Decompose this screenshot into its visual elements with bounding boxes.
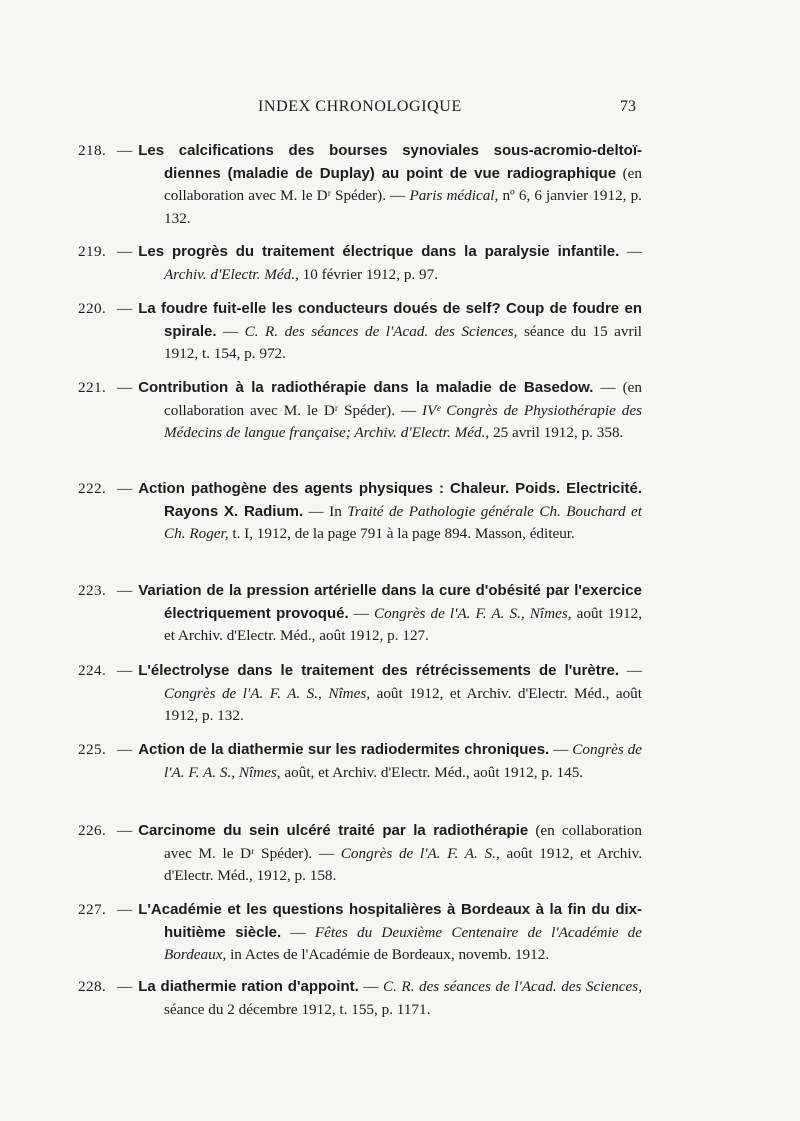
entry-reference-italic: Paris médical, — [409, 187, 499, 204]
entry-title: Les progrès du traitement électrique dans la paralysie infantile. — [138, 243, 620, 260]
entry-dash: — — [117, 662, 133, 679]
entry-dash: — — [117, 582, 133, 599]
entry-reference-b: 25 avril 1912, p. 358. — [492, 424, 624, 441]
entry-reference-italic: Congrès de l'A. F. A. S., — [340, 844, 500, 862]
entry-reference-b: séance du 15 avril 1912, t. 154, p. 972. — [164, 322, 643, 362]
page-number: 73 — [620, 98, 636, 115]
entry-reference-a: — — [553, 741, 569, 758]
entry-number: 220. — [78, 300, 107, 317]
entry-body — [117, 580, 642, 648]
entry-reference-b: août 1912, et Archiv. d'Electr. Méd., août 1912, p. 132. — [164, 684, 642, 724]
entry-number: 228. — [78, 978, 107, 995]
entry-number: 222. — [78, 480, 107, 497]
entry-body — [117, 298, 642, 366]
entry-reference-b: août, et Archiv. d'Electr. Méd., août 1912, p. 145. — [284, 763, 584, 781]
entry-dash: — — [117, 243, 133, 260]
entry-reference-a: — — [223, 322, 239, 340]
entry-title: Contribution à la radiothérapie dans la maladie de Basedow. — [138, 379, 594, 396]
entry-dash: — — [117, 480, 133, 497]
entry-reference-b: in Actes de l'Académie de Bordeaux, novemb. 1912. — [230, 946, 550, 963]
entry-dash: — — [117, 379, 133, 396]
entry-reference-a: (en collaboration avec M. le Dʳ Spéder). — — [164, 822, 642, 862]
entry-reference-a: — — [363, 978, 379, 995]
entry-reference-b: 10 février 1912, p. 97. — [302, 265, 439, 283]
entry-body — [117, 820, 642, 888]
entry-reference-a: — (en collaboration avec M. le Dʳ Spéder). — — [164, 379, 642, 419]
entry-body — [117, 976, 642, 1021]
entry-reference-b: août 1912, et Archiv. d'Electr. Méd., 1912, p. 158. — [164, 844, 642, 884]
entry-reference-b: t. I, 1912, de la page 791 à la page 894. Masson, éditeur. — [232, 525, 575, 542]
entry-body — [117, 241, 642, 286]
entry-dash: — — [117, 978, 133, 995]
entry-reference-b: séance du 2 décembre 1912, t. 155, p. 1171. — [164, 1000, 431, 1018]
entry-title: Carcinome du sein ulcéré traité par la radiothérapie — [138, 822, 529, 839]
entry-number: 221. — [78, 379, 107, 396]
entry-title: Action pathogène des agents physiques : Chaleur. Poids. Electricité. Rayons X. Radium. — [138, 480, 642, 520]
entry-reference-italic: IVᵉ Congrès de Physiothérapie des Médecins de langue française; Archiv. d'Electr. Méd., — [164, 401, 642, 441]
entry-title: Action de la diathermie sur les radiodermites chroniques. — [138, 741, 550, 758]
entry-body — [117, 660, 642, 728]
entry-dash: — — [117, 142, 133, 159]
entry-title: L'électrolyse dans le traitement des rétrécissements de l'urètre. — [138, 662, 620, 679]
entry-body — [117, 739, 642, 784]
entry-reference-b: août 1912, et Archiv. d'Electr. Méd., août 1912, p. 127. — [164, 604, 642, 644]
entry-number: 225. — [78, 741, 107, 758]
entry-title: La foudre fuit-elle les conducteurs doués de self? Coup de foudre en spirale. — [138, 300, 642, 340]
entry-body — [117, 140, 642, 230]
entry-title: La diathermie ration d'appoint. — [138, 978, 359, 995]
entry-reference-italic: Congrès de l'A. F. A. S., Nîmes, — [164, 741, 643, 781]
entry-reference-a: — — [626, 662, 643, 679]
entry-title: Variation de la pression artérielle dans la cure d'obésité par l'exercice électriquement provoqué. — [138, 582, 642, 622]
entry-number: 224. — [78, 662, 107, 679]
entry-body — [117, 899, 642, 967]
entry-title: Les calcifications des bourses synoviales sous-acromio-deltoï-diennes (maladie de Duplay) au point de vue radiographique — [138, 142, 642, 182]
entry-reference-italic: Traité de Pathologie générale Ch. Bouchard et Ch. Roger, — [164, 502, 642, 542]
entry-dash: — — [117, 822, 133, 839]
entry-reference-a: — — [626, 243, 642, 260]
entry-reference-italic: Archiv. d'Electr. Méd., — [164, 265, 299, 283]
entry-dash: — — [117, 300, 133, 317]
entry-body — [117, 478, 642, 546]
entry-reference-a: (en collaboration avec M. le Dʳ Spéder). — — [164, 164, 642, 204]
entry-reference-italic: Congrès de l'A. F. A. S., Nîmes, — [164, 684, 371, 702]
entry-reference-italic: Congrès de l'A. F. A. S., Nîmes, — [373, 604, 572, 622]
entry-dash: — — [117, 901, 133, 918]
entry-reference-a: — — [353, 604, 369, 622]
entry-reference-b: nº 6, 6 janvier 1912, p. 132. — [164, 187, 642, 227]
entry-reference-a: — — [290, 923, 306, 941]
entry-title: L'Académie et les questions hospitalières à Bordeaux à la fin du dix-huitième siècle. — [138, 901, 642, 941]
entry-reference-italic: C. R. des séances de l'Acad. des Sciences, — [383, 978, 642, 995]
entry-number: 226. — [78, 822, 107, 839]
entry-reference-a: — In — [308, 502, 342, 520]
entry-number: 218. — [78, 142, 107, 159]
entry-number: 223. — [78, 582, 107, 599]
entry-reference-italic: Fêtes du Deuxième Centenaire de l'Académie de Bordeaux, — [164, 923, 643, 963]
entry-reference-italic: C. R. des séances de l'Acad. des Sciences, — [244, 322, 518, 340]
entry-dash: — — [117, 741, 133, 758]
entry-body — [117, 377, 642, 445]
entry-number: 219. — [78, 243, 107, 260]
entry-number: 227. — [78, 901, 107, 918]
page-header — [0, 98, 800, 122]
running-title: INDEX CHRONOLOGIQUE — [258, 98, 462, 115]
